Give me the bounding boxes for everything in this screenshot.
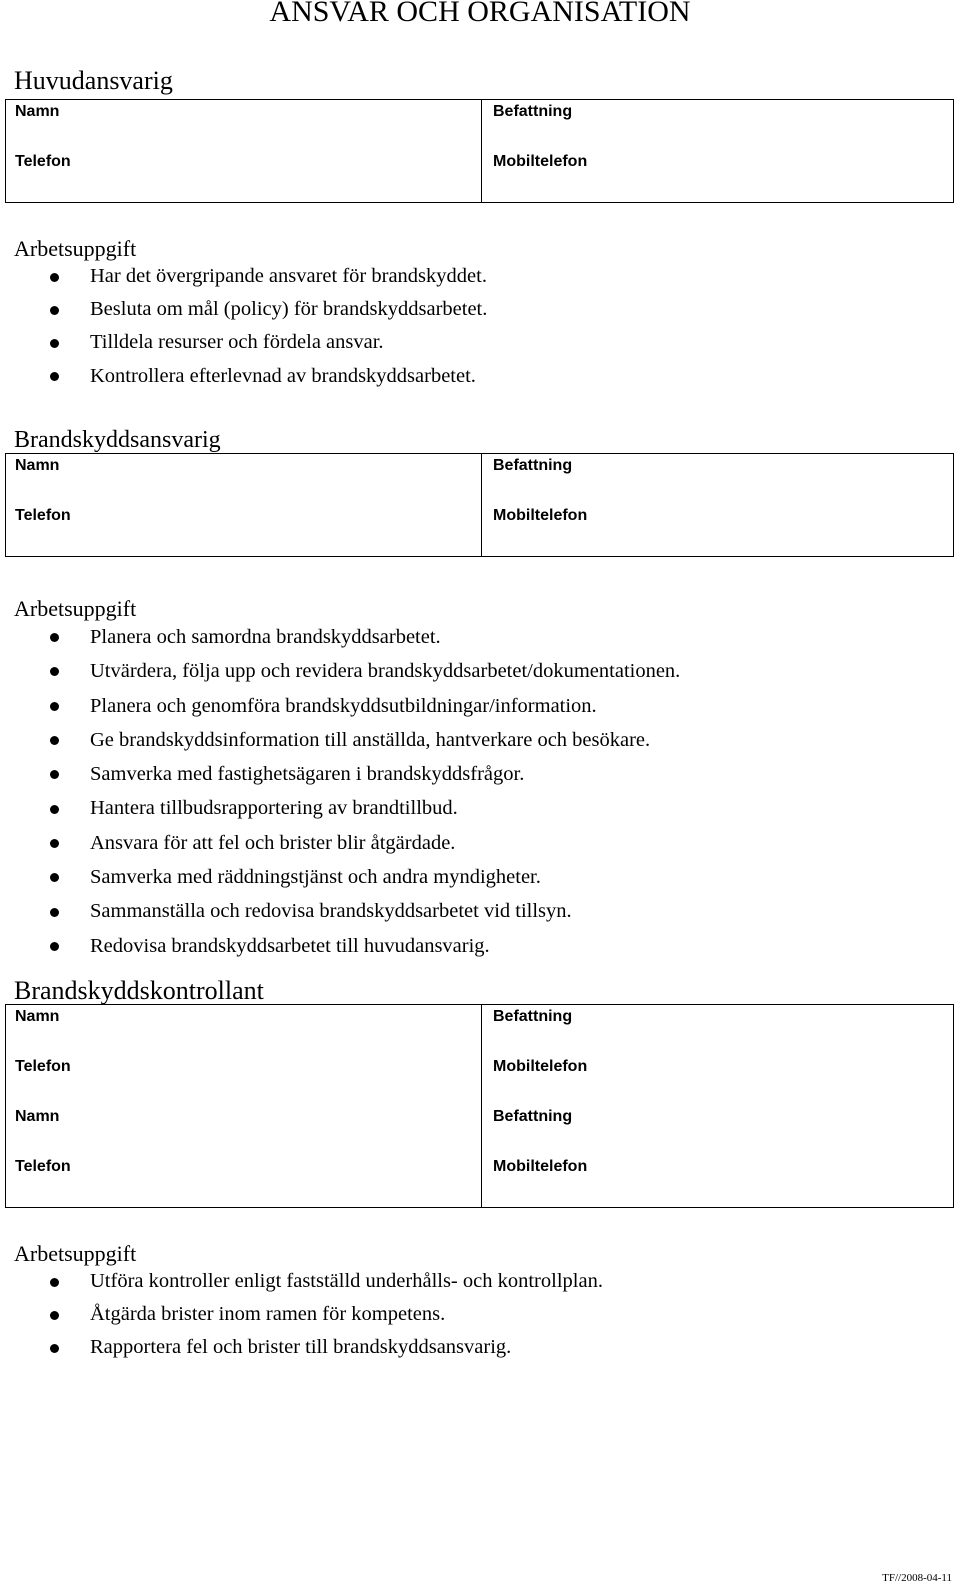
column-divider [481,1005,482,1207]
phone-field-label: Telefon [15,1158,71,1175]
task-list-brandskyddskontrollant [0,1265,603,1365]
contact-form-brandskyddsansvarig [5,453,954,557]
bullet-icon [50,770,59,779]
task-heading-brandskyddskontrollant: Arbetsuppgift [14,1241,137,1266]
list-item: Utföra kontroller enligt fastställd underhålls- och kontrollplan. [0,1265,603,1298]
mobile-field-label: Mobiltelefon [493,1058,588,1075]
list-item: Ansvara för att fel och brister blir åtgärdade. [0,826,680,860]
section-heading-brandskyddskontrollant: Brandskyddskontrollant [14,976,264,1005]
list-item: Planera och samordna brandskyddsarbetet. [0,620,680,654]
list-item: Ge brandskyddsinformation till anställda, hantverkare och besökare. [0,723,680,757]
contact-form-huvudansvarig [5,99,954,203]
position-field-label: Befattning [493,1108,573,1125]
document-code: TF//2008-04-11 [882,1572,952,1584]
task-list-brandskyddsansvarig [0,620,680,963]
name-field-label: Namn [15,1108,60,1125]
name-field-label: Namn [15,103,60,120]
position-field-label: Befattning [493,457,573,474]
list-item: Hantera tillbudsrapportering av brandtillbud. [0,791,680,825]
bullet-icon [50,839,59,848]
bullet-icon [50,873,59,882]
bullet-icon [50,372,59,381]
bullet-icon [50,306,59,315]
bullet-icon [50,908,59,917]
list-item: Sammanställa och redovisa brandskyddsarbetet vid tillsyn. [0,894,680,928]
position-field-label: Befattning [493,103,573,120]
bullet-icon [50,633,59,642]
list-item: Planera och genomföra brandskyddsutbildningar/information. [0,689,680,723]
list-item: Redovisa brandskyddsarbetet till huvudansvarig. [0,929,680,963]
bullet-icon [50,805,59,814]
phone-field-label: Telefon [15,507,71,524]
bullet-icon [50,1311,59,1320]
mobile-field-label: Mobiltelefon [493,1158,588,1175]
list-item: Tilldela resurser och fördela ansvar. [0,326,487,359]
position-field-label: Befattning [493,1008,573,1025]
bullet-icon [50,339,59,348]
column-divider [481,100,482,202]
bullet-icon [50,942,59,951]
phone-field-label: Telefon [15,153,71,170]
list-item: Åtgärda brister inom ramen för kompetens. [0,1298,603,1331]
bullet-icon [50,1278,59,1287]
page-title: ANSVAR OCH ORGANISATION [269,0,691,28]
contact-form-brandskyddskontrollant [5,1004,954,1208]
section-heading-brandskyddsansvarig: Brandskyddsansvarig [14,427,221,453]
column-divider [481,454,482,556]
list-item: Rapportera fel och brister till brandskyddsansvarig. [0,1331,603,1364]
bullet-icon [50,736,59,745]
bullet-icon [50,702,59,711]
mobile-field-label: Mobiltelefon [493,507,588,524]
bullet-icon [50,1344,59,1353]
list-item: Har det övergripande ansvaret för brandskyddet. [0,260,487,293]
task-list-huvudansvarig [0,260,487,393]
list-item: Utvärdera, följa upp och revidera brandskyddsarbetet/dokumentationen. [0,654,680,688]
name-field-label: Namn [15,1008,60,1025]
section-heading-huvudansvarig: Huvudansvarig [14,66,173,95]
task-heading-huvudansvarig: Arbetsuppgift [14,236,137,261]
bullet-icon [50,667,59,676]
list-item: Besluta om mål (policy) för brandskyddsarbetet. [0,293,487,326]
list-item: Samverka med fastighetsägaren i brandskyddsfrågor. [0,757,680,791]
mobile-field-label: Mobiltelefon [493,153,588,170]
phone-field-label: Telefon [15,1058,71,1075]
list-item: Kontrollera efterlevnad av brandskyddsarbetet. [0,360,487,393]
list-item: Samverka med räddningstjänst och andra myndigheter. [0,860,680,894]
task-heading-brandskyddsansvarig: Arbetsuppgift [14,596,137,621]
bullet-icon [50,273,59,282]
name-field-label: Namn [15,457,60,474]
